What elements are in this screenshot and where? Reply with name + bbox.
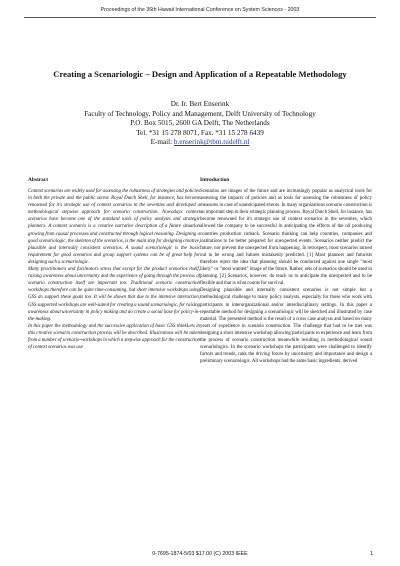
introduction-heading: Introduction — [200, 177, 230, 183]
email-label: E-mail: — [150, 138, 173, 146]
header-rule — [24, 17, 376, 18]
running-header: Proceedings of the 36th Hawaii International Conference on System Sciences - 2003 — [100, 7, 300, 13]
abstract-column — [28, 175, 200, 351]
paper-title: Creating a Scenariologic – Design and Application of a Repeatable Methodology — [53, 69, 347, 79]
page-number: 1 — [370, 551, 373, 557]
introduction-paragraph: Scenarios are images of the future and are increasingly popular as analytical tools for assessing the impacts of policies and as tools for assessing the robustness of policy measures in case of unanticipated events. In many organizations scenario construction is an important step in their strategic planning process. Royal Dutch Shell, for instance, has become renowned for it's strategic use of context scenarios in the seventies, which allowed the company to be successful in anticipating the effects of the oil producing countries production cutback. Scenario thinking can help countries, companies and institutions to be better prepared for unexpected events. Scenarios neither predict the future, nor prevent the unexpected from happening. In retrospect, most scenarios turned out to be wrong and futures mistakenly predicted. [1] Most planners and futurists therefore reject the idea that planning should be conducted against one single "most likely" or "most wanted" image of the future. Rather, sets of scenarios should be used in planning. [2] Scenarios, however, do teach us to anticipate the unexpected and to be flexible and that is what counts for survival. — [200, 189, 372, 287]
abstract-paragraph: Context scenarios are widely used for assessing the robustness of strategies and policies in both the private and the public sector. Royal Dutch Shell, for instance, has become renowned for it's strategic use of context scenarios in the seventies and developed a methodological stepwise approach for scenario construction. Nowadays context scenarios have become one of the standard tools of policy analysts and strategic planners. A context scenario is a creative narrative description of a future situation growing from causal processes and constructed through logical reasoning. Designing a good scenariologic, the skeleton of the scenarios, is the main step for designing creative, plausible and internally consistent scenarios. A sound scenariologic is the basic requirement for good scenarios and group support systems can be of great help for designing such a scenariologic. — [28, 189, 200, 265]
introduction-paragraph: Designing plausible and internally consistent scenarios is not simple but a methodological challenge to many policy analysts, especially for those who work with participants in interorganizational and/or interdisciplinary settings. In this paper a repeatable method for designing a scenariologic will be sketched and illustrated by case material. The presented method is the result of a cross case analysis and based on many years of experience in scenario construction. The challenge that had to be met was designing a short intensive workshop allowing participants to experience and learn from the process of scenario construction meanwhile resulting in methodological sound scenariologics. In the scenario workshops the participants were challenged to identify factors and trends, rank the driving forces by uncertainty and importance and design a preliminary scenariologic. All workshops had the same basic ingredients, derived — [200, 288, 372, 365]
introduction-column — [200, 175, 372, 365]
footer-copyright: 0-7695-1874-5/03 $17.00 (C) 2003 IEEE — [152, 551, 248, 557]
author-email-line — [40, 138, 360, 148]
abstract-paragraph: In this paper the methodology and the successive application of basic GSS thinkLets in this creative scenario construction process will be described. Illustrations will be taken from a number of scenario-workshops in which a stepwise approach for the construction of context scenarios was use — [28, 323, 200, 351]
abstract-heading: Abstract — [28, 177, 49, 183]
abstract-paragraph: Many practitioners and facilitators stress that except for the product scenarios itself, raising awareness about uncertainty and the experience of going through the process of scenario construction itself are important too. Traditional scenario construction workshops therefore can be quite time-consuming, but short intensive workshops using GSS do support these goals too. It will be shown that due to the intensive interaction, GSS supported workshops are well-suited for creating a sound scenariologic, for raising awareness about uncertainty in policy making and do create a social base for policy-in-the-making. — [28, 267, 200, 322]
abstract-body — [28, 188, 200, 351]
author-affiliation: Faculty of Technology, Policy and Management, Delft University of Technology — [84, 109, 316, 118]
author-phone-fax: Tel. *31 15 278 8071, Fax. *31 15 278 6439 — [136, 128, 264, 137]
author-block — [40, 100, 360, 148]
author-address: P.O. Box 5015, 2600 GA Delft, The Netherlands — [130, 119, 270, 127]
author-name: Dr. Ir. Bert Enserink — [170, 100, 230, 108]
email-link[interactable]: b.enserink@tbm.tudelft.nl — [173, 138, 250, 146]
introduction-body — [200, 188, 372, 365]
